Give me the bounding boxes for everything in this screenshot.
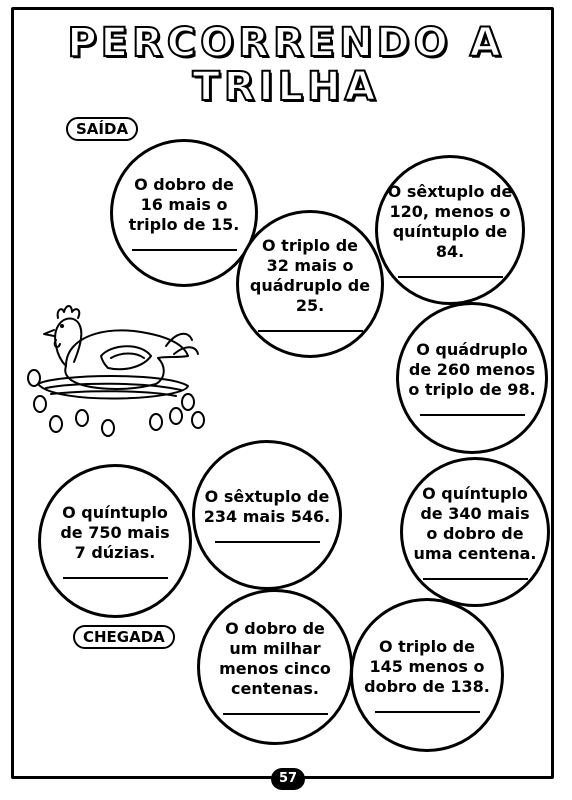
problem-circle — [375, 155, 525, 305]
title-line-2: TRILHA — [192, 64, 380, 110]
problem-text: O dobro de um milhar menos cinco centenas. — [219, 619, 331, 698]
problem-text: O quádruplo de 260 menos o triplo de 98. — [408, 340, 536, 399]
problem-circle — [396, 302, 548, 454]
problem-text: O triplo de 145 menos o dobro de 138. — [364, 637, 490, 696]
problem-circle — [197, 589, 353, 745]
answer-line[interactable] — [258, 330, 363, 332]
finish-label: CHEGADA — [73, 625, 175, 649]
problem-circle — [110, 139, 258, 287]
problem-text: O sêxtuplo de 120, menos o quíntuplo de 84. — [387, 182, 513, 261]
problem-circle — [38, 464, 192, 618]
answer-line[interactable] — [375, 711, 480, 713]
answer-line[interactable] — [398, 276, 503, 278]
problem-text: O quíntuplo de 340 mais o dobro de uma centena. — [413, 484, 537, 563]
problem-text: O dobro de 16 mais o triplo de 15. — [128, 175, 240, 234]
answer-line[interactable] — [423, 578, 528, 580]
start-label: SAÍDA — [66, 117, 138, 141]
answer-line[interactable] — [223, 713, 328, 715]
problem-text: O quíntuplo de 750 mais 7 dúzias. — [60, 503, 170, 562]
answer-line[interactable] — [132, 249, 237, 251]
problem-circle — [236, 210, 384, 358]
problem-circle — [400, 457, 550, 607]
answer-line[interactable] — [215, 541, 320, 543]
problem-circle — [192, 440, 342, 590]
answer-line[interactable] — [420, 414, 525, 416]
page-number: 57 — [271, 768, 305, 790]
problem-text: O sêxtuplo de 234 mais 546. — [203, 487, 331, 526]
hen-illustration — [16, 296, 206, 446]
title-line-1: PERCORRENDO A — [67, 20, 505, 66]
problem-text: O triplo de 32 mais o quádruplo de 25. — [249, 236, 371, 315]
answer-line[interactable] — [63, 577, 168, 579]
problem-circle — [350, 598, 504, 752]
